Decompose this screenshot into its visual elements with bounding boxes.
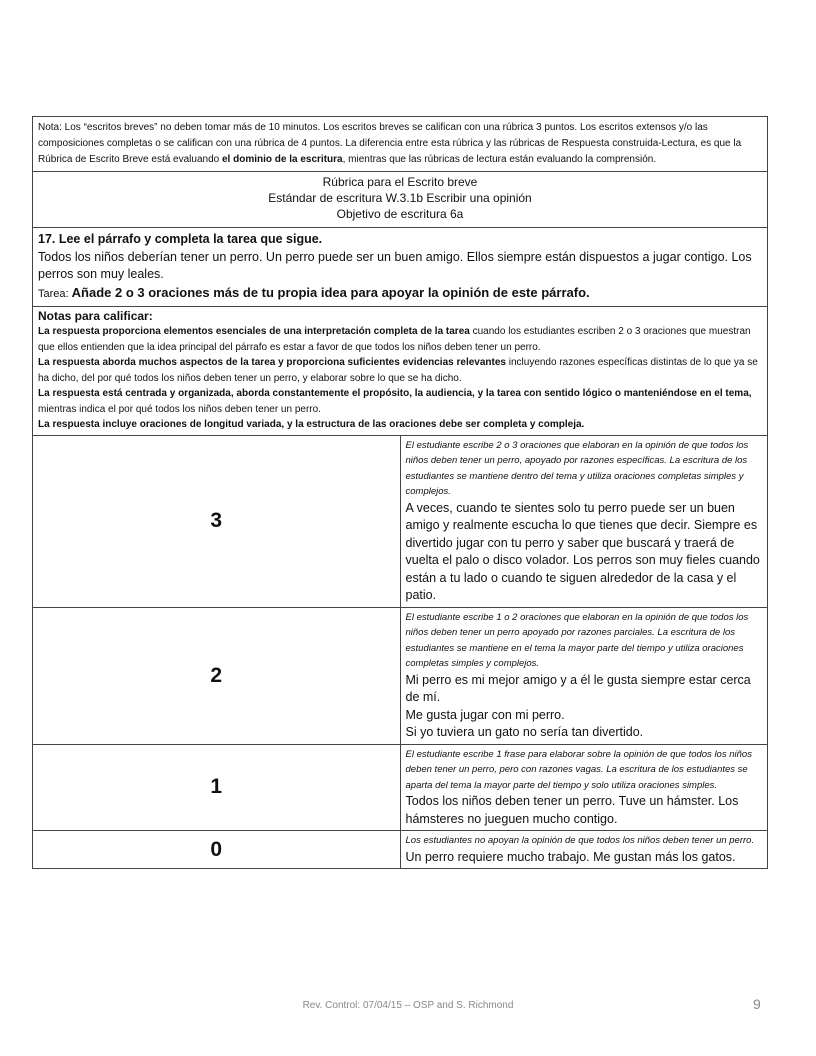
score-row-0 — [33, 831, 768, 869]
scoring-note-2 — [38, 355, 762, 386]
task-text: Añade 2 o 3 oraciones más de tu propia idea para apoyar la opinión de este párrafo. — [71, 284, 590, 300]
rubric-title: Rúbrica para el Escrito breve — [322, 175, 478, 189]
note-cell — [33, 117, 768, 172]
score-value: 3 — [33, 435, 401, 607]
scoring-note-2-text: incluyendo razones específicas distintas de lo que ya se ha dicho, del por qué todos los niños deben tener un perro, y elaborar sobre lo que se ha dicho. — [38, 357, 758, 384]
score-value: 2 — [33, 607, 401, 744]
sample-response: Un perro requiere mucho trabajo. Me gustan más los gatos. — [405, 849, 736, 864]
score-row-1 — [33, 744, 768, 831]
writing-objective: Objetivo de escritura 6a — [336, 207, 464, 221]
question-paragraph: Todos los niños deberían tener un perro. Un perro puede ser un buen amigo. Ellos siempre están dispuestos a jugar contigo. Los perros son muy leales. — [38, 249, 752, 281]
score-description: Los estudiantes no apoyan la opinión de que todos los niños deben tener un perro. — [405, 835, 755, 846]
note-lead: Nota: Los “escritos breves” no deben tomar más de 10 minutos. Los escritos breves se califican con una rúbrica 3 puntos. Los escritos extensos y/o las composiciones completas o se califican con una rúbrica de 4 puntos. La diferencia entre esta rúbrica y las rúbricas de Respuesta construida-Lectura, es que la Rúbrica de Escrito Breve está evaluando — [38, 122, 742, 165]
score-row-3 — [33, 435, 768, 607]
sample-line: Me gusta jugar con mi perro. — [405, 707, 565, 722]
score-detail — [400, 607, 768, 744]
rubric-header-row — [33, 172, 768, 228]
rubric-document — [32, 116, 768, 869]
scoring-note-1 — [38, 324, 762, 355]
question-title: 17. Lee el párrafo y completa la tarea que sigue. — [38, 232, 323, 246]
sample-line: Mi perro es mi mejor amigo y a él le gusta siempre estar cerca de mí. — [405, 672, 751, 704]
score-detail — [400, 744, 768, 831]
score-detail — [400, 435, 768, 607]
score-value: 0 — [33, 831, 401, 869]
note-row — [33, 117, 768, 172]
score-value: 1 — [33, 744, 401, 831]
scoring-note-4 — [38, 417, 762, 433]
scoring-note-1-text: cuando los estudiantes escriben 2 o 3 oraciones que muestran que ellos entienden que la idea principal del párrafo es estar a favor de que todos los niños deben tener un perro. — [38, 326, 751, 353]
scoring-notes-heading: Notas para calificar: — [38, 309, 153, 323]
scoring-note-2-bold: La respuesta aborda muchos aspectos de la tarea y proporciona suficientes evidencias relevantes — [38, 357, 506, 368]
revision-footer: Rev. Control: 07/04/15 – OSP and S. Richmond — [302, 1000, 514, 1011]
sample-response: A veces, cuando te sientes solo tu perro puede ser un buen amigo y realmente escucha lo que tienes que decir. Siempre es divertido jugar con tu perro y saber que buscará y traerá de vuelta el palo o disco volador. Los perros son muy fieles cuando están a tu lado o cuando te siguen alrededor de la casa y el patio. — [405, 500, 760, 602]
task-label: Tarea: — [38, 287, 72, 300]
writing-standard: Estándar de escritura W.3.1b Escribir una opinión — [268, 191, 532, 205]
score-description: El estudiante escribe 1 frase para elaborar sobre la opinión de que todos los niños deben tener un perro, pero con razones vagas. La escritura de los estudiantes se aparta del tema la mayor parte del tiempo y solo utiliza oraciones simples. — [405, 748, 752, 791]
score-detail — [400, 831, 768, 869]
question-row — [33, 228, 768, 307]
scoring-note-4-bold: La respuesta incluye oraciones de longitud variada, y la estructura de las oraciones debe ser completa y compleja. — [38, 419, 585, 430]
scoring-notes-row — [33, 307, 768, 436]
scoring-note-3-bold: La respuesta está centrada y organizada, aborda constantemente el propósito, la audiencia, y la tarea con sentido lógico o manteniéndose en el tema, — [38, 388, 752, 399]
rubric-table — [32, 116, 768, 869]
task-line — [38, 284, 762, 304]
scoring-notes-cell — [33, 307, 768, 436]
sample-response: Todos los niños deben tener un perro. Tuve un hámster. Los hámsteres no jueguen mucho contigo. — [405, 794, 739, 826]
scoring-note-3-text: mientras indica el por qué todos los niños deben tener un perro. — [38, 403, 321, 415]
page-number: 9 — [753, 996, 761, 1012]
sample-line: Si yo tuviera un gato no sería tan divertido. — [405, 725, 644, 739]
score-row-2 — [33, 607, 768, 744]
score-description: El estudiante escribe 1 o 2 oraciones que elaboran en la opinión de que todos los niños deben tener un perro apoyado por razones parciales. La escritura de los estudiantes se mantiene en el tema la mayor parte del tiempo y utiliza oraciones completas simples y complejos. — [405, 611, 749, 669]
score-description: El estudiante escribe 2 o 3 oraciones que elaboran en la opinión de que todos los niños deben tener un perro, apoyado por razones específicas. La escritura de los estudiantes se mantiene dentro del tema y utiliza oraciones completas simples y complejos. — [405, 439, 749, 497]
note-bold: el dominio de la escritura — [222, 154, 343, 165]
note-tail: , mientras que las rúbricas de lectura están evaluando la comprensión. — [342, 154, 657, 165]
scoring-note-1-bold: La respuesta proporciona elementos esenciales de una interpretación completa de la tarea — [38, 326, 470, 337]
question-cell — [33, 228, 768, 307]
rubric-header-cell — [33, 172, 768, 228]
scoring-note-3 — [38, 386, 762, 417]
